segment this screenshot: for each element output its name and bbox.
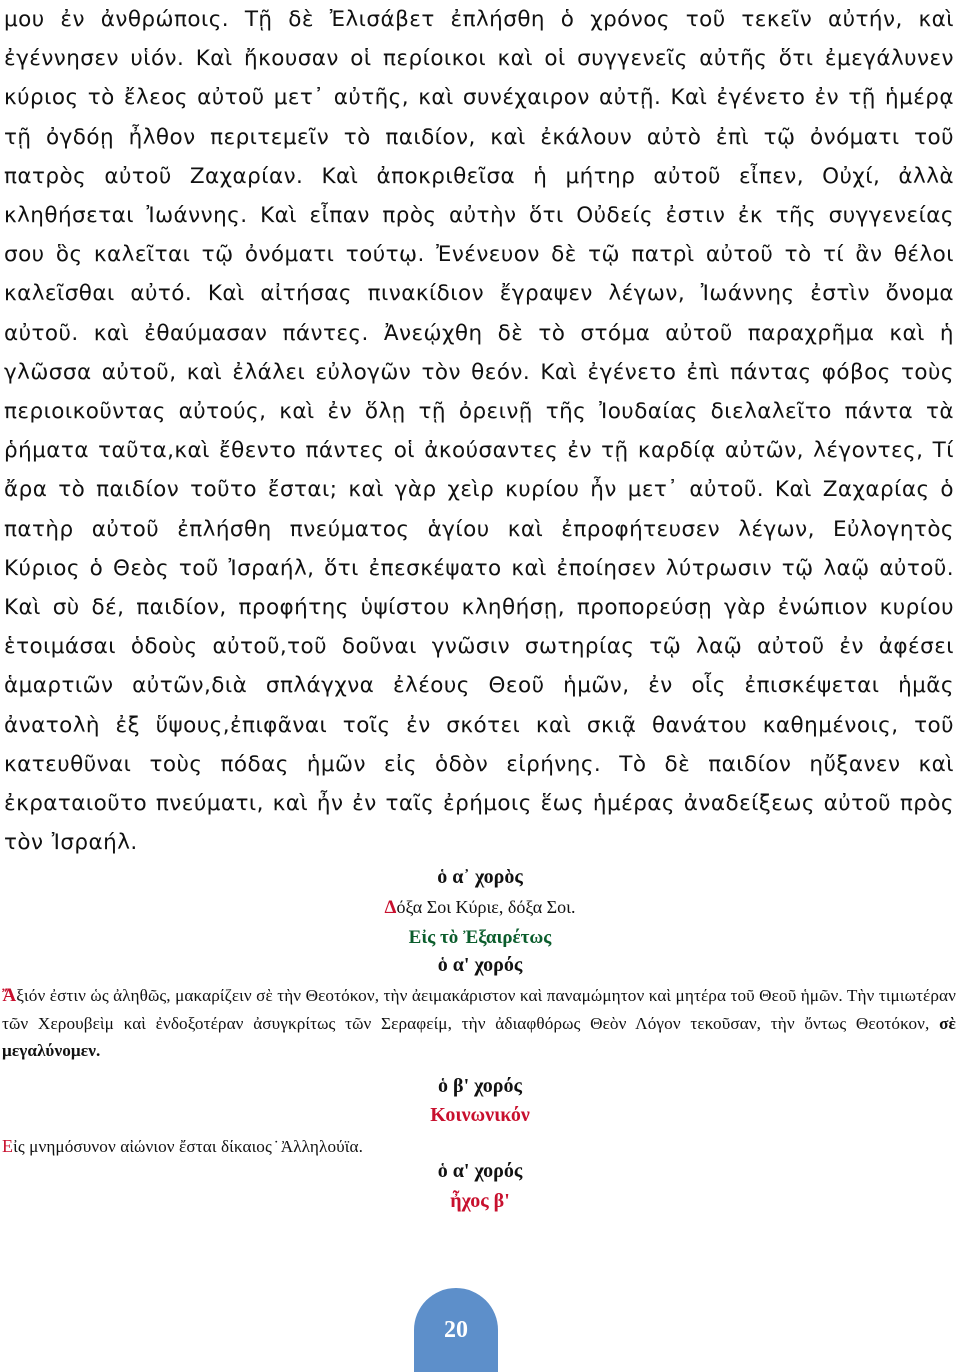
eis-to-exairetos-heading: Εἰς τὸ Ἐξαιρέτως <box>408 927 552 948</box>
axion-initial: Ἄ <box>2 985 17 1006</box>
choir-label-first: ὁ α᾽ χορὸς <box>437 866 523 888</box>
koinonikon-text: ἰς μνημόσυνον αἰώνιον ἔσται δίκαιος ̇ Ἀλληλούϊα. <box>13 1137 363 1156</box>
page-number: 20 <box>444 1316 468 1343</box>
koinonikon-initial: Ε <box>2 1136 14 1156</box>
axion-text: ξιόν ἐστιν ὡς ἀληθῶς, μακαρίζειν σὲ τὴν Θεοτόκον, τὴν ἀειμακάριστον καὶ παναμώμητον καὶ μητέρα τοῦ Θεοῦ ἡμῶν. Τὴν τιμιωτέραν τῶν Χερουβεὶμ καὶ ἐνδοξοτέραν ἀσυγκρίτως τῶν Σεραφείμ, τὴν ἀδιαφθόρως Θεὸν Λόγον τεκοῦσαν, τὴν ὄντως Θεοτόκον, <box>2 986 956 1033</box>
doxa-initial: Δ <box>384 897 397 918</box>
choir-label-second: ὁ α' χορός <box>437 954 523 976</box>
echos-label: ἦχος β' <box>450 1190 510 1212</box>
page-number-badge <box>414 1288 498 1372</box>
doxa-text: όξα Σοι Κύριε, δόξα Σοι. <box>396 897 576 917</box>
doxa-verse <box>0 897 960 919</box>
choir-label-beta: ὁ β' χορός <box>438 1075 522 1097</box>
axion-estin-hymn <box>2 982 956 1065</box>
choir-label-third: ὁ α' χορός <box>437 1160 523 1182</box>
koinonikon-title: Κοινωνικόν <box>430 1104 530 1126</box>
gospel-reading-text: μου ἐν ἀνθρώποις. Τῇ δὲ Ἐλισάβετ ἐπλήσθη ὁ χρόνος τοῦ τεκεῖν αὐτήν, καὶ ἐγέννησεν υἱόν. Καὶ ἤκουσαν οἱ περίοικοι καὶ οἱ συγγενεῖς αὐτῆς ὅτι ἐμεγάλυνεν κύριος τὸ ἔλεος αὐτοῦ μετ᾽ αὐτῆς, καὶ συνέχαιρον αὐτῇ. Καὶ ἐγένετο ἐν τῇ ἡμέρᾳ τῇ ὀγδόῃ ἦλθον περιτεμεῖν τὸ παιδίον, καὶ ἐκάλουν αὐτὸ ἐπὶ τῷ ὀνόματι τοῦ πατρὸς αὐτοῦ Ζαχαρίαν. Καὶ ἀποκριθεῖσα ἡ μήτηρ αὐτοῦ εἶπεν, Οὐχί, ἀλλὰ κληθήσεται Ἰωάννης. Καὶ εἶπαν πρὸς αὐτὴν ὅτι Οὐδείς ἐστιν ἐκ τῆς συγγενείας σου ὃς καλεῖται τῷ ὀνόματι τούτῳ. Ἐνένευον δὲ τῷ πατρὶ αὐτοῦ τὸ τί ἂν θέλοι καλεῖσθαι αὐτό. Καὶ αἰτήσας πινακίδιον ἔγραψεν λέγων, Ἰωάννης ἐστὶν ὄνομα αὐτοῦ. καὶ ἐθαύμασαν πάντες. Ἀνεῴχθη δὲ τὸ στόμα αὐτοῦ παραχρῆμα καὶ ἡ γλῶσσα αὐτοῦ, καὶ ἐλάλει εὐλογῶν τὸν θεόν. Καὶ ἐγένετο ἐπὶ πάντας φόβος τοὺς περιοικοῦντας αὐτούς, καὶ ἐν ὅλῃ τῇ ὀρεινῇ τῆς Ἰουδαίας διελαλεῖτο πάντα τὰ ῥήματα ταῦτα,καὶ ἔθεντο πάντες οἱ ἀκούσαντες ἐν τῇ καρδίᾳ αὐτῶν, λέγοντες, Τί ἄρα τὸ παιδίον τοῦτο ἔσται; καὶ γὰρ χεὶρ κυρίου ἦν μετ᾽ αὐτοῦ. Καὶ Ζαχαρίας ὁ πατὴρ αὐτοῦ ἐπλήσθη πνεύματος ἁγίου καὶ ἐπροφήτευσεν λέγων, Εὐλογητὸς Κύριος ὁ Θεὸς τοῦ Ἰσραήλ, ὅτι ἐπεσκέψατο καὶ ἐποίησεν λύτρωσιν τῷ λαῷ αὐτοῦ. Καὶ σὺ δέ, παιδίον, προφήτης ὑψίστου κληθήσῃ, προπορεύσῃ γὰρ ἐνώπιον κυρίου ἑτοιμάσαι ὁδοὺς αὐτοῦ,τοῦ δοῦναι γνῶσιν σωτηρίας τῷ λαῷ αὐτοῦ ἐν ἀφέσει ἁμαρτιῶν αὐτῶν,διὰ σπλάγχνα ἐλέους Θεοῦ ἡμῶν, ἐν οἷς ἐπισκέψεται ἡμᾶς ἀνατολὴ ἐξ ὕψους,ἐπιφᾶναι τοῖς ἐν σκότει καὶ σκιᾷ θανάτου καθημένοις, τοῦ κατευθῦναι τοὺς πόδας ἡμῶν εἰς ὁδὸν εἰρήνης. Τὸ δὲ παιδίον ηὔξανεν καὶ ἐκραταιοῦτο πνεύματι, καὶ ἦν ἐν ταῖς ἐρήμοις ἕως ἡμέρας ἀναδείξεως αὐτοῦ πρὸς τὸν Ἰσραήλ. <box>4 7 954 856</box>
axion-ending: σὲ μεγαλύνομεν. <box>2 1013 957 1060</box>
koinonikon-verse <box>2 1133 956 1161</box>
